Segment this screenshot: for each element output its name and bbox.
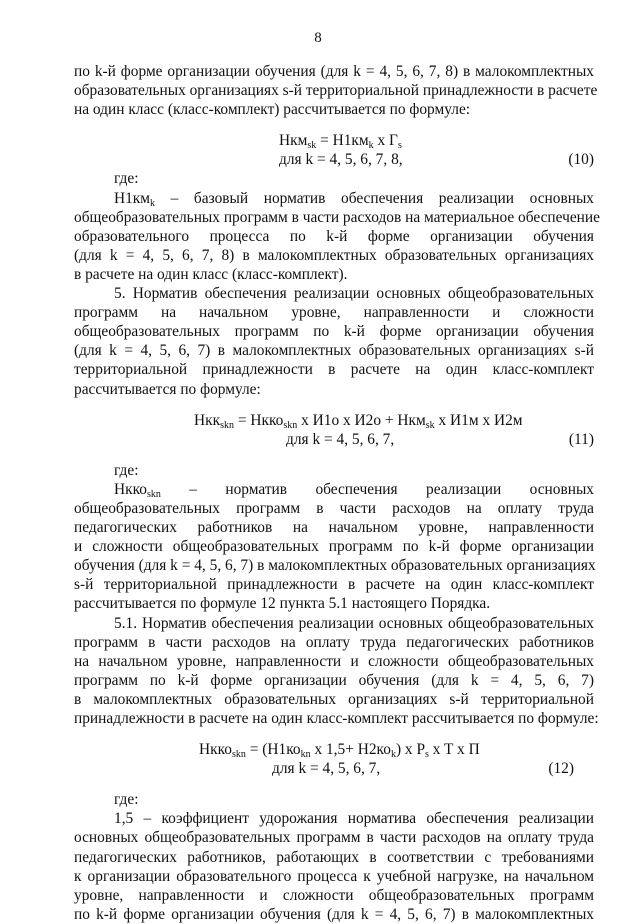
text-line: программ на начальном уровне, направленности и сложности xyxy=(74,304,594,322)
text-line: в расчете на один класс (класс-комплект). xyxy=(74,265,348,283)
text-line: на начальном уровне, направленности и сложности общеобразовательных xyxy=(74,652,594,670)
formula-11: Нкк$_{skn}$ = Нкко$_{skn}$ x И1о x И2о + Нкм$_{sk}$ x И1м x И2м xyxy=(194,411,523,431)
text-line: образовательных организациях s-й территориальной принадлежности в расчете xyxy=(74,82,598,100)
text-line: в малокомплектных образовательных организациях s-й территориальной xyxy=(74,690,594,708)
text-line: уровне, направленности и сложности общеобразовательных программ xyxy=(74,886,594,904)
text-line: образовательного процесса по k-й форме организации обучения xyxy=(74,227,594,245)
text-line: и сложности общеобразовательных программ по k-й форме организации xyxy=(74,538,594,556)
formula-12: Нкко$_{skn}$ = ($Н1ко_{kn}$ x $1,5+ Н2ко_k$) x $P_s$ x T x П xyxy=(199,741,480,761)
definition-line: Нкко$_{skn}$ – норматив обеспечения реализации основных xyxy=(114,480,594,500)
text-line: основных общеобразовательных программ в части расходов на оплату труда xyxy=(74,829,594,847)
where-label: где: xyxy=(114,791,139,809)
text-line: на один класс (класс-комплект) рассчитывается по формуле: xyxy=(74,101,471,119)
text-line: педагогических работников на начальном уровне, направленности xyxy=(74,519,594,537)
text-line: общеобразовательных программ в части расходов на материальное обеспечение xyxy=(74,208,600,226)
document-body xyxy=(74,62,600,924)
text-line: территориальной принадлежности в расчете на один класс-комплект xyxy=(74,361,594,379)
formula-10: $Нкм_{sk} = Н1км_k$ x $Г_s$ xyxy=(279,132,402,152)
formula-10-condition: для k = 4, 5, 6, 7, 8, (10) xyxy=(279,151,594,169)
text-line: общеобразовательных программ по k-й форме организации обучения xyxy=(74,323,594,341)
text-line: (для k = 4, 5, 6, 7, 8) в малокомплектных образовательных организациях xyxy=(74,246,594,264)
text-line: рассчитывается по формуле: xyxy=(74,380,261,398)
paragraph-5-1-line: 5.1. Норматив обеспечения реализации основных общеобразовательных xyxy=(114,614,594,632)
page-number: 8 xyxy=(314,30,322,46)
text-line: обучения (для k = 4, 5, 6, 7) в малокомплектных образовательных организациях xyxy=(74,557,596,575)
text-line: s-й территориальной принадлежности в расчете на один класс-комплект xyxy=(74,576,594,594)
text-line: педагогических работников, работающих в соответствии с требованиями xyxy=(74,848,594,866)
formula-12-condition: для k = 4, 5, 6, 7, (12) xyxy=(272,760,574,778)
text-line: принадлежности в расчете на один класс-комплект рассчитывается по формуле: xyxy=(74,710,599,727)
formula-number: (10) xyxy=(568,151,594,169)
where-label: где: xyxy=(114,461,139,479)
text-line: общеобразовательных программ в части расходов на оплату труда xyxy=(74,499,594,517)
text-line: по k-й форме организации обучения (для k = 4, 5, 6, 7) в малокомплектных xyxy=(74,905,594,923)
where-label: где: xyxy=(114,170,139,188)
text-line: к организации образовательного процесса к учебной нагрузке, на начальном xyxy=(74,867,594,885)
formula-number: (11) xyxy=(568,430,594,448)
text-line: программ по k-й форме организации обучения (для k = 4, 5, 6, 7) xyxy=(74,671,594,689)
paragraph-5-line: 5. Норматив обеспечения реализации основных общеобразовательных xyxy=(114,285,594,303)
text-line: рассчитывается по формуле 12 пункта 5.1 настоящего Порядка. xyxy=(74,595,491,613)
text-line: программ в части расходов на оплату труда педагогических работников xyxy=(74,633,594,651)
definition-line: $Н1км_k$ – базовый норматив обеспечения реализации основных xyxy=(114,189,594,209)
formula-number: (12) xyxy=(548,760,574,778)
text-line: (для k = 4, 5, 6, 7) в малокомплектных образовательных организациях s-й xyxy=(74,342,594,360)
formula-11-condition: для k = 4, 5, 6, 7, (11) xyxy=(286,430,594,448)
text-line: по k-й форме организации обучения (для k = 4, 5, 6, 7, 8) в малокомплектных xyxy=(74,63,594,80)
definition-line: 1,5 – коэффициент удорожания норматива обеспечения реализации xyxy=(114,810,594,828)
